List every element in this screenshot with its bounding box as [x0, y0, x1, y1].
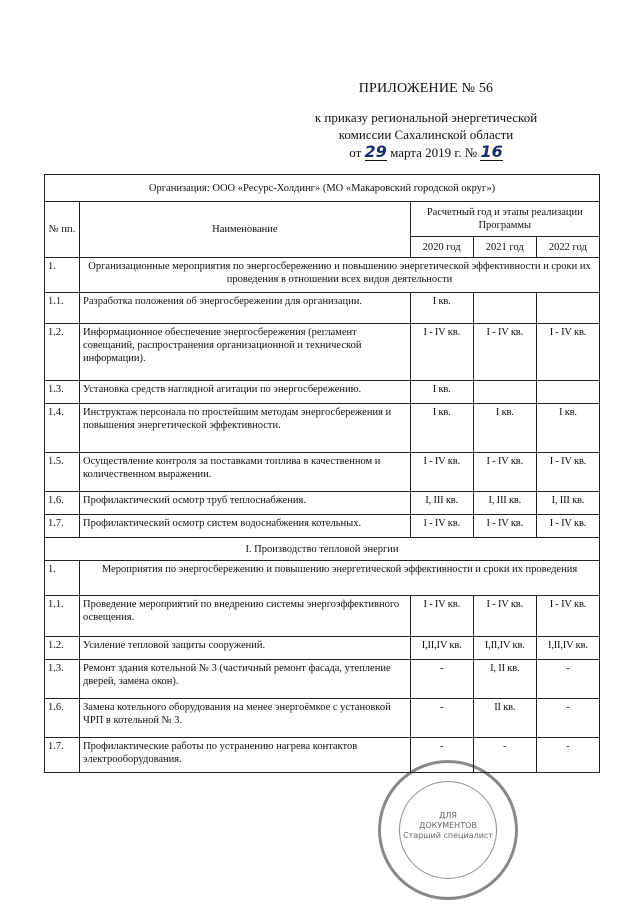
row-2021: I, II кв. [473, 660, 536, 699]
row-2020: - [410, 699, 473, 738]
program-table [44, 174, 600, 773]
row-2022: I - IV кв. [536, 453, 599, 492]
col-header-2022: 2022 год [536, 237, 599, 258]
row-number: 1.2. [45, 637, 80, 660]
row-name: Усиление тепловой защиты сооружений. [80, 637, 411, 660]
section-2-no: 1. [45, 561, 80, 596]
row-number: 1.4. [45, 404, 80, 453]
date-rest: марта 2019 г. № [390, 145, 478, 160]
official-stamp [378, 760, 518, 900]
section-1-body [45, 258, 600, 538]
row-2022 [536, 381, 599, 404]
row-2021: - [473, 738, 536, 773]
col-header-no: № пп. [45, 202, 80, 258]
order-number-handwritten: 16 [480, 142, 503, 161]
row-2022: I, III кв. [536, 492, 599, 515]
section-2-body [45, 561, 600, 773]
table-row [45, 324, 600, 381]
row-number: 1.7. [45, 738, 80, 773]
row-name: Проведение мероприятий по внедрению системы энергоэффективного освещения. [80, 596, 411, 637]
stamp-line-1: ДЛЯ [439, 811, 457, 820]
row-number: 1.3. [45, 660, 80, 699]
row-number: 1.6. [45, 699, 80, 738]
org-row [45, 175, 600, 202]
row-2020: I - IV кв. [410, 596, 473, 637]
row-2022: I - IV кв. [536, 324, 599, 381]
row-2020: - [410, 660, 473, 699]
table-row [45, 596, 600, 637]
col-header-name: Наименование [80, 202, 411, 258]
row-2021: II кв. [473, 699, 536, 738]
stamp-text [403, 811, 493, 841]
row-2021 [473, 293, 536, 324]
row-2020: - [410, 738, 473, 773]
table-row [45, 293, 600, 324]
table-row [45, 515, 600, 538]
row-2020: I - IV кв. [410, 324, 473, 381]
table-row [45, 381, 600, 404]
row-name: Профилактические работы по устранению нагрева контактов электрооборудования. [80, 738, 411, 773]
row-2021: I - IV кв. [473, 324, 536, 381]
table-row [45, 404, 600, 453]
row-number: 1.5. [45, 453, 80, 492]
stamp-line-2: ДОКУМЕНТОВ [419, 821, 477, 830]
row-2020: I - IV кв. [410, 515, 473, 538]
row-2021: I,II,IV кв. [473, 637, 536, 660]
row-2022: - [536, 660, 599, 699]
col-header-2021: 2021 год [473, 237, 536, 258]
organization-title: Организация: ООО «Ресурс-Холдинг» (МО «Макаровский городской округ») [45, 175, 600, 202]
table-row [45, 453, 600, 492]
order-date-line [296, 143, 556, 161]
section-1-no: 1. [45, 258, 80, 293]
row-name: Профилактический осмотр труб теплоснабжения. [80, 492, 411, 515]
row-2022 [536, 293, 599, 324]
col-header-years: Расчетный год и этапы реализации Программы [410, 202, 599, 237]
row-2022: - [536, 738, 599, 773]
row-name: Ремонт здания котельной № 3 (частичный ремонт фасада, утепление дверей, замена окон). [80, 660, 411, 699]
row-2020: I,II,IV кв. [410, 637, 473, 660]
row-name: Установка средств наглядной агитации по энергосбережению. [80, 381, 411, 404]
section-row [45, 561, 600, 596]
row-number: 1.7. [45, 515, 80, 538]
row-name: Осуществление контроля за поставками топлива в качественном и количественном выражении. [80, 453, 411, 492]
table-row [45, 738, 600, 773]
row-number: 1.6. [45, 492, 80, 515]
row-name: Замена котельного оборудования на менее энергоёмкое с установкой ЧРП в котельной № 3. [80, 699, 411, 738]
row-number: 1.2. [45, 324, 80, 381]
stamp-line-3: Старший специалист [403, 831, 493, 840]
section-row [45, 258, 600, 293]
date-prefix: от [349, 145, 362, 160]
table-row [45, 660, 600, 699]
row-2021 [473, 381, 536, 404]
row-name: Инструктаж персонала по простейшим методам энергосбережения и повышения энергетической эффективности. [80, 404, 411, 453]
row-2020: I кв. [410, 293, 473, 324]
header-row [45, 202, 600, 237]
row-2020: I кв. [410, 381, 473, 404]
row-2021: I - IV кв. [473, 453, 536, 492]
col-header-2020: 2020 год [410, 237, 473, 258]
order-line-2: комиссии Сахалинской области [338, 127, 514, 142]
row-2020: I кв. [410, 404, 473, 453]
row-name: Информационное обеспечение энергосбережения (регламент совещаний, распространения организационной и технической информации). [80, 324, 411, 381]
row-number: 1.3. [45, 381, 80, 404]
order-line-1: к приказу региональной энергетической [314, 110, 538, 125]
row-2022: I - IV кв. [536, 596, 599, 637]
row-name: Профилактический осмотр систем водоснабжения котельных. [80, 515, 411, 538]
row-2021: I - IV кв. [473, 596, 536, 637]
row-2021: I, III кв. [473, 492, 536, 515]
row-2022: I - IV кв. [536, 515, 599, 538]
date-day-handwritten: 29 [364, 142, 387, 161]
row-number: 1.1. [45, 596, 80, 637]
table-row [45, 637, 600, 660]
part-body [45, 538, 600, 561]
document-header [296, 80, 556, 161]
row-2020: I, III кв. [410, 492, 473, 515]
row-name: Разработка положения об энергосбережении для организации. [80, 293, 411, 324]
row-2022: I,II,IV кв. [536, 637, 599, 660]
table-row [45, 492, 600, 515]
section-2-title: Мероприятия по энергосбережению и повышению энергетической эффективности и сроки их проведения [80, 561, 600, 596]
part-title: I. Производство тепловой энергии [45, 538, 600, 561]
row-2021: I кв. [473, 404, 536, 453]
row-2021: I - IV кв. [473, 515, 536, 538]
row-number: 1.1. [45, 293, 80, 324]
row-2022: I кв. [536, 404, 599, 453]
row-2022: - [536, 699, 599, 738]
appendix-title: ПРИЛОЖЕНИЕ № 56 [358, 81, 494, 96]
section-1-title: Организационные мероприятия по энергосбережению и повышению энергетической эффективности и сроки их проведения в отношении всех видов деятельности [80, 258, 600, 293]
row-2020: I - IV кв. [410, 453, 473, 492]
table-row [45, 699, 600, 738]
part-row [45, 538, 600, 561]
